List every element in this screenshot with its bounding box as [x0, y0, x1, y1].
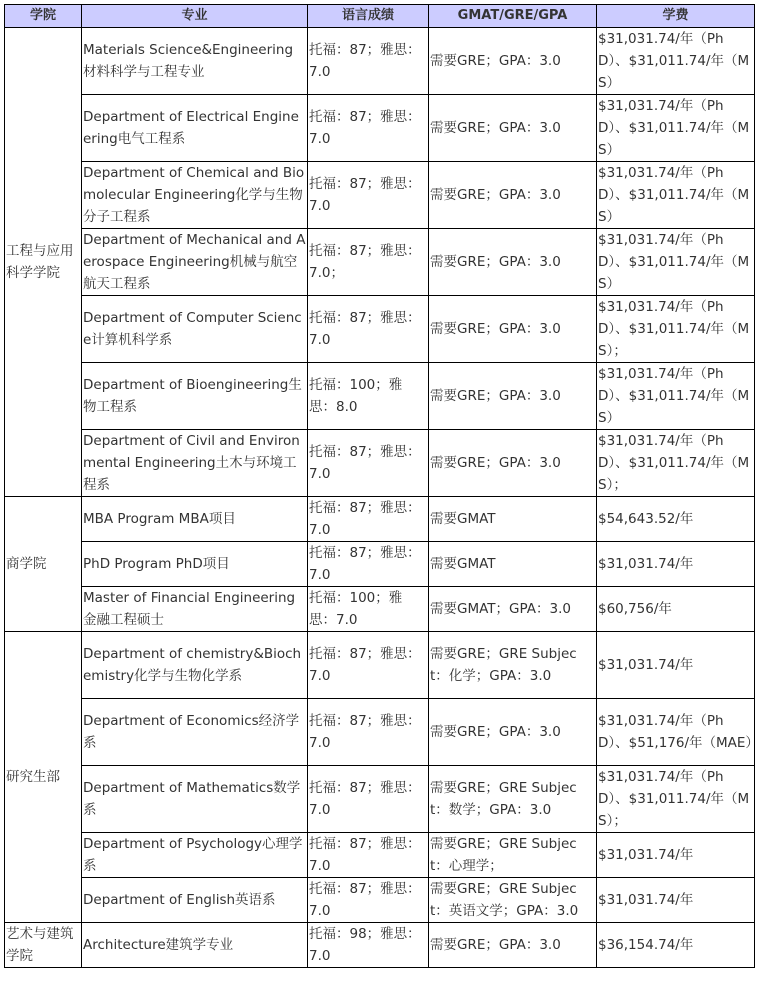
tuition-cell: $31,031.74/年（PhD）、$51,176/年（MAE） [597, 699, 755, 766]
language-cell: 托福：87；雅思：7.0 [308, 699, 429, 766]
program-cell: Department of Mathematics数学系 [82, 766, 308, 833]
table-row [5, 229, 755, 296]
table-row [5, 878, 755, 923]
language-cell: 托福：87；雅思：7.0 [308, 632, 429, 699]
tuition-cell: $31,031.74/年（PhD）、$31,011.74/年（MS）； [597, 430, 755, 497]
program-cell: Department of Bioengineering生物工程系 [82, 363, 308, 430]
table-row [5, 632, 755, 699]
test-cell: 需要GRE；GRE Subject：化学；GPA：3.0 [429, 632, 597, 699]
table-row [5, 587, 755, 632]
tuition-cell: $54,643.52/年 [597, 497, 755, 542]
program-cell: Department of chemistry&Biochemistry化学与生物化学系 [82, 632, 308, 699]
language-cell: 托福：87；雅思：7.0 [308, 542, 429, 587]
test-cell: 需要GRE；GPA：3.0 [429, 296, 597, 363]
language-cell: 托福：87；雅思：7.0 [308, 95, 429, 162]
program-cell: Department of Civil and Environmental Engineering土木与环境工程系 [82, 430, 308, 497]
school-cell: 研究生部 [5, 632, 82, 923]
tuition-cell: $31,031.74/年（PhD）、$31,011.74/年（MS） [597, 363, 755, 430]
tuition-cell: $36,154.74/年 [597, 923, 755, 968]
table-row [5, 542, 755, 587]
tuition-cell: $31,031.74/年 [597, 878, 755, 923]
tuition-cell: $60,756/年 [597, 587, 755, 632]
language-cell: 托福：87；雅思：7.0 [308, 162, 429, 229]
tuition-cell: $31,031.74/年 [597, 542, 755, 587]
test-cell: 需要GMAT；GPA：3.0 [429, 587, 597, 632]
program-cell: Department of Economics经济学系 [82, 699, 308, 766]
tuition-cell: $31,031.74/年（PhD）、$31,011.74/年（MS） [597, 229, 755, 296]
program-cell: Department of Psychology心理学系 [82, 833, 308, 878]
language-cell: 托福：98；雅思：7.0 [308, 923, 429, 968]
language-cell: 托福：87；雅思：7.0； [308, 229, 429, 296]
language-cell: 托福：87；雅思：7.0 [308, 766, 429, 833]
tuition-cell: $31,031.74/年（PhD）、$31,011.74/年（MS） [597, 162, 755, 229]
test-cell: 需要GRE；GPA：3.0 [429, 229, 597, 296]
program-cell: Department of English英语系 [82, 878, 308, 923]
language-cell: 托福：100；雅思：7.0 [308, 587, 429, 632]
test-cell: 需要GRE；GPA：3.0 [429, 28, 597, 95]
tuition-cell: $31,031.74/年 [597, 632, 755, 699]
program-cell: Materials Science&Engineering材料科学与工程专业 [82, 28, 308, 95]
language-cell: 托福：87；雅思：7.0 [308, 878, 429, 923]
header-row [5, 5, 755, 28]
table-row [5, 363, 755, 430]
language-cell: 托福：87；雅思：7.0 [308, 430, 429, 497]
program-cell: Architecture建筑学专业 [82, 923, 308, 968]
language-cell: 托福：87；雅思：7.0 [308, 833, 429, 878]
language-cell: 托福：100；雅思：8.0 [308, 363, 429, 430]
table-row [5, 497, 755, 542]
header-language: 语言成绩 [308, 5, 429, 28]
test-cell: 需要GRE；GPA：3.0 [429, 363, 597, 430]
tuition-cell: $31,031.74/年 [597, 833, 755, 878]
test-cell: 需要GRE；GRE Subject：英语文学；GPA：3.0 [429, 878, 597, 923]
header-program: 专业 [82, 5, 308, 28]
test-cell: 需要GRE；GPA：3.0 [429, 923, 597, 968]
test-cell: 需要GRE；GPA：3.0 [429, 95, 597, 162]
test-cell: 需要GRE；GPA：3.0 [429, 699, 597, 766]
program-cell: Department of Computer Science计算机科学系 [82, 296, 308, 363]
language-cell: 托福：87；雅思：7.0 [308, 28, 429, 95]
table-row [5, 766, 755, 833]
test-cell: 需要GRE；GRE Subject：心理学； [429, 833, 597, 878]
header-test: GMAT/GRE/GPA [429, 5, 597, 28]
table-row [5, 923, 755, 968]
test-cell: 需要GRE；GPA：3.0 [429, 430, 597, 497]
table-row [5, 28, 755, 95]
test-cell: 需要GRE；GRE Subject：数学；GPA：3.0 [429, 766, 597, 833]
tuition-cell: $31,031.74/年（PhD）、$31,011.74/年（MS） [597, 28, 755, 95]
table-row [5, 296, 755, 363]
table-row [5, 162, 755, 229]
program-cell: Master of Financial Engineering 金融工程硕士 [82, 587, 308, 632]
test-cell: 需要GRE；GPA：3.0 [429, 162, 597, 229]
language-cell: 托福：87；雅思：7.0 [308, 296, 429, 363]
table-row [5, 95, 755, 162]
header-tuition: 学费 [597, 5, 755, 28]
tuition-cell: $31,031.74/年（PhD）、$31,011.74/年（MS）； [597, 766, 755, 833]
table-row [5, 699, 755, 766]
admissions-table [4, 4, 759, 968]
program-cell: MBA Program MBA项目 [82, 497, 308, 542]
program-cell: PhD Program PhD项目 [82, 542, 308, 587]
header-school: 学院 [5, 5, 82, 28]
tuition-cell: $31,031.74/年（PhD）、$31,011.74/年（MS）； [597, 296, 755, 363]
school-cell: 商学院 [5, 497, 82, 632]
language-cell: 托福：87；雅思：7.0 [308, 497, 429, 542]
school-cell: 艺术与建筑学院 [5, 923, 82, 968]
table-row [5, 430, 755, 497]
program-cell: Department of Chemical and Biomolecular Engineering化学与生物分子工程系 [82, 162, 308, 229]
tuition-cell: $31,031.74/年（PhD）、$31,011.74/年（MS） [597, 95, 755, 162]
table-row [5, 833, 755, 878]
program-cell: Department of Mechanical and Aerospace Engineering机械与航空航天工程系 [82, 229, 308, 296]
school-cell: 工程与应用科学学院 [5, 28, 82, 497]
program-cell: Department of Electrical Engineering电气工程系 [82, 95, 308, 162]
test-cell: 需要GMAT [429, 542, 597, 587]
test-cell: 需要GMAT [429, 497, 597, 542]
